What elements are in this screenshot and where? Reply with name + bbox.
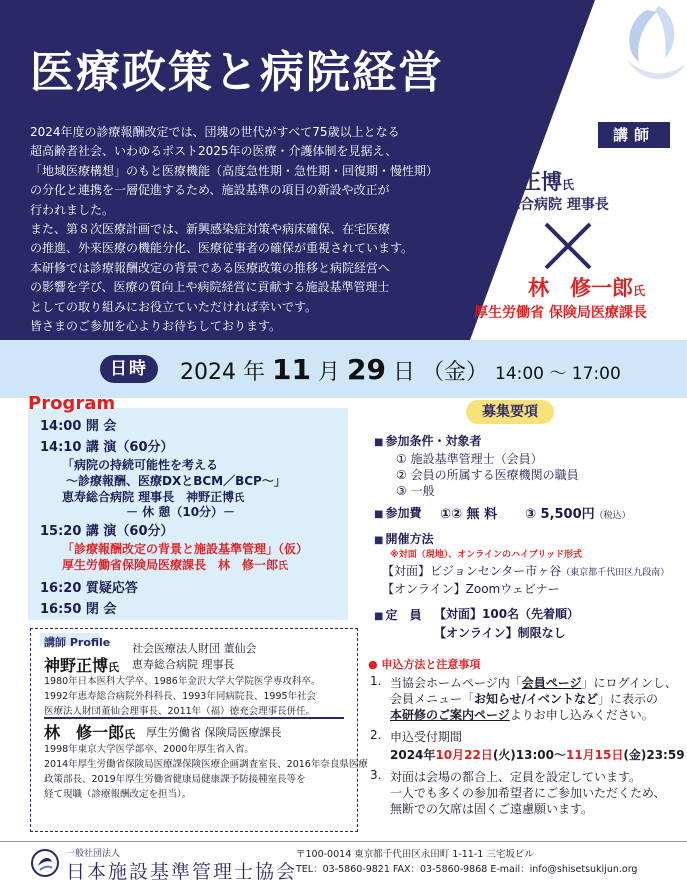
program-item: 14:10 講 演（60分） [40,440,174,455]
profile-2-bio [44,742,368,802]
program-item-text: 厚生労働省保険局医療課長 林 修一郎 [62,558,279,572]
capacity-onsite: 【対面】100名（先着順） [434,607,580,621]
program-item: ～診療報酬、医療DXとBCM／BCP～」 [66,474,286,488]
leaf-logo-icon [527,0,687,100]
intro-line: 「地域医療構想」のもと医療機能（高度急性期・急性期・回復期・慢性期） [30,163,439,178]
date-year: 2024 [180,360,236,385]
news-menu-label: お知らせ/イベントなど [474,692,599,706]
method-onsite-address: （東京都千代田区九段南） [561,568,670,578]
profile-1-name-text: 神野正博 [44,656,109,675]
apply-heading: ● 申込方法と注意事項 [368,658,481,671]
condition-heading: ■ 参加条件・対象者 [374,432,481,449]
recruit-tag: 募集要項 [466,400,554,424]
profile-1-name [44,653,119,676]
honorific: 氏 [278,561,289,572]
page-title: 医療政策と病院経営 [30,47,444,98]
org-address: 〒100-0014 東京都千代田区永田町 1-11-1 三宅坂ビル [296,849,534,860]
bio-line: 医療法人財団董仙会理事長、2011年（福）徳充会理事長併任。 [44,706,316,717]
program-item-text: 恵寿総合病院 理事長 神野正博 [62,490,235,504]
org-name: 日本施設基準管理士協会 [66,861,298,883]
date-time: 14:00 ～ 17:00 [495,364,621,384]
bio-line: 2014年厚生労働省保険局医療課保険医療企画調査室長、2016年奈良県医療 [44,759,368,770]
program-label: Program [28,393,116,414]
profile-label: 講師 Profile [44,636,111,649]
date-weekday: （金） [421,360,488,385]
method-onsite-venue: 【対面】ビジョンセンター市ヶ谷 [382,564,562,578]
fee-tax-note: （税込） [594,511,631,521]
intro-line: 皆さまのご参加を心よりお待ちしております。 [30,319,282,334]
apply-period-label: 申込受付期間 [390,730,463,744]
member-page-label: 会員ページ [521,676,582,690]
honorific: 氏 [124,728,136,741]
apply-start-time: (火)13:00～ [492,748,566,762]
honorific: 氏 [633,284,646,298]
lecturer-2-name [528,272,645,302]
apply-line [390,706,654,723]
apply-number: 2. [370,728,382,742]
apply-line [390,690,658,707]
method-heading: ■ 開催方法 [374,530,433,547]
bio-line: 1998年東京大学医学部卒、2000年厚生省入省。 [44,744,254,755]
cross-icon [540,218,596,274]
profile-1-bio [44,674,320,719]
date-tag: 日時 [100,355,158,383]
program-item: 14:00 開 会 [40,419,117,434]
honorific: 氏 [108,661,120,674]
date-month-unit: 月 [317,360,340,385]
date-year-unit: 年 [243,360,266,385]
apply-text: よりお申し込みください。 [509,708,654,722]
profile-2-name-text: 林 修一郎 [44,723,125,742]
intro-line: 超高齢者社会、いわゆるポスト2025年の医療・介護体制を見据え、 [30,144,398,159]
apply-text: 」に表示の [598,692,659,706]
profile-1-title: 恵寿総合病院 理事長 [132,658,235,671]
date-month: 11 [272,353,311,386]
program-item: 「病院の持続可能性を考える [62,458,219,472]
bio-line: 1992年恵寿総合病院外科科長、1993年同病院長、1995年社会 [44,691,317,702]
date-day: 29 [347,353,386,386]
apply-line [390,674,677,691]
lecturer-1-role: 恵寿総合病院 理事長 [478,197,609,213]
bio-line: 1980年日本医科大学卒、1986年金沢大学大学院医学専攻科卒。 [44,676,321,687]
bio-line: 政策部長、2019年厚生労働省健康局健康課予防接種室長等を [44,774,306,785]
bio-line: 経て現職（診療報酬改定を担当）。 [44,789,192,800]
apply-text: 会員メニュー「 [390,692,475,706]
org-contact: TEL：03-5860-9821 FAX：03-5860-9868 E-mail：info@shisetsukijun.org [296,864,638,875]
fee-general-value: ③ 5,500円 [525,507,595,522]
method-note: ※対面（現地）、オンラインのハイブリッド形式 [390,550,582,560]
apply-end-time: (金)23:59 [623,748,685,762]
org-type: 一般社団法人 [66,849,121,859]
intro-line: としての取り組みにお役立ていただければ幸いです。 [30,299,318,314]
honorific: 氏 [234,493,245,504]
condition-item: ② 会員の所属する医療機関の職員 [396,468,579,482]
intro-line: 2024年度の診療報酬改定では、団塊の世代がすべて75歳以上となる [30,125,400,139]
apply-text: 」にログインし、 [581,676,677,690]
apply-number: 3. [370,768,382,782]
fee-heading: ■ 参加費 [374,504,421,521]
apply-line: 無断での欠席は固くご遠慮願います。 [390,802,594,816]
apply-period [390,746,685,763]
training-page-label: 本研修のご案内ページ [390,708,510,722]
apply-line: 一人でも多くの参加希望者にご参加いただくため、 [390,786,666,800]
event-date [180,353,621,386]
intro-line: の分化と連携を一層促進するため、施設基準の項目の新設や改正が [30,183,390,198]
date-day-unit: 日 [392,360,415,385]
capacity-heading: ■ 定 員 [374,606,421,623]
program-item: 16:20 質疑応答 [40,581,138,596]
profile-1-org: 社会医療法人財団 董仙会 [132,642,257,655]
lecturer-2-role: 厚生労働省 保険局医療課長 [474,305,647,321]
apply-start-date: 10月22日 [435,748,493,762]
program-item: － 休 憩（10分）－ [126,505,236,519]
fee-general [525,503,631,522]
program-item: 「診療報酬改定の背景と施設基準管理」（仮） [62,542,309,556]
apply-period-year: 2024年 [390,748,436,762]
intro-line: 行われました。 [30,202,115,217]
profile-2-title: 厚生労働省 保険局医療課長 [146,726,282,739]
intro-line: 本研修では診療報酬改定の背景である医療政策の推移と病院経営へ [30,260,391,275]
profile-2-name [44,720,135,743]
apply-end-date: 11月15日 [565,748,624,762]
profile-divider [44,717,344,719]
association-logo-icon [30,848,60,878]
fee-free: ①② 無 料 [440,507,498,522]
apply-number: 1. [370,674,382,688]
method-online: 【オンライン】Zoomウェビナー [382,582,560,596]
lecturer-1-name-text: 神野正博 [478,170,562,194]
condition-item: ③ 一般 [396,484,435,498]
program-item: 15:20 講 演（60分） [40,524,174,539]
footer-divider [0,841,687,842]
lecturer-tag: 講師 [598,122,670,148]
intro-line: また、第８次医療計画では、新興感染症対策や病床確保、在宅医療 [30,222,391,237]
capacity-online: 【オンライン】制限なし [434,626,566,640]
lecturer-1-name [478,166,574,196]
program-item: 16:50 閉 会 [40,602,117,617]
lecturer-2-name-text: 林 修一郎 [528,276,633,300]
honorific: 氏 [562,178,575,192]
header-banner [0,0,687,340]
intro-line: の推進、外来医療の機能分化、医療従事者の確保が重視されています。 [30,241,414,256]
intro-text [30,123,450,336]
condition-item: ① 施設基準管理士（会員） [396,452,543,466]
method-onsite [382,562,669,579]
apply-text: 当協会ホームページ内「 [390,676,522,690]
apply-line: 対面は会場の都合上、定員を設定しています。 [390,770,642,784]
program-item [62,556,288,573]
intro-line: の影響を学び、医療の質向上や病院経営に貢献する施設基準管理士 [30,280,390,295]
